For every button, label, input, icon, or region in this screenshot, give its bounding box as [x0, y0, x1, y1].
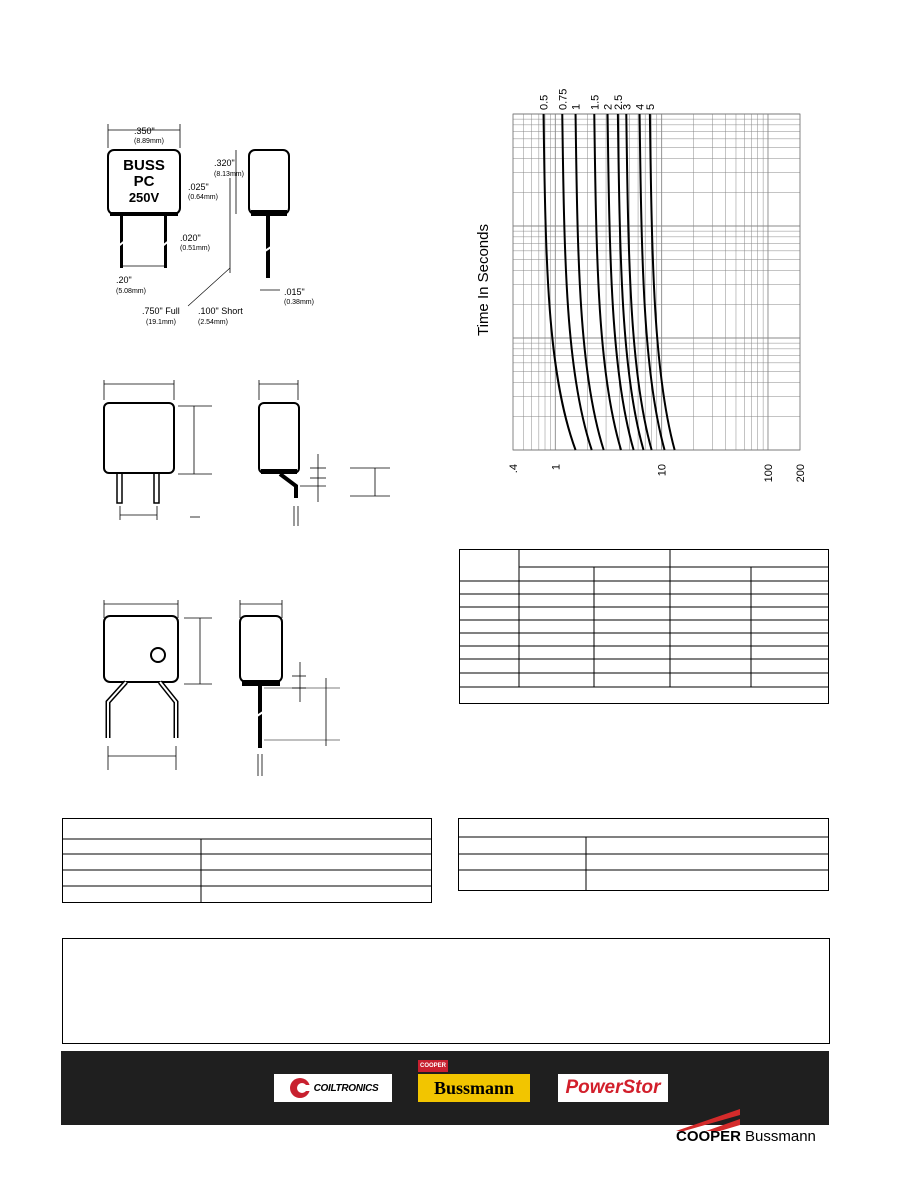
dim-width-mm: (8.89mm) — [134, 138, 164, 145]
dim-thick-in: .015" — [284, 287, 305, 297]
fuse-curve-3 — [626, 114, 651, 450]
body-label-line3: 250V — [128, 190, 160, 205]
fuse-dimension-diagram — [100, 118, 330, 333]
body-label-line2: PC — [133, 173, 155, 190]
series-label: 5 — [644, 103, 657, 110]
dim-thick-mm: (0.38mm) — [284, 299, 314, 306]
dim-short-mm: (2.54mm) — [198, 319, 228, 326]
fuse-curve-4 — [640, 114, 665, 450]
bussmann-text: Bussmann — [745, 1128, 816, 1145]
chart-ylabel: Time In Seconds — [475, 224, 492, 336]
spec-table-grid — [459, 549, 830, 705]
x-tick-label: .4 — [508, 464, 520, 474]
coiltronics-mark-icon — [288, 1076, 314, 1100]
series-label: 1.5 — [589, 94, 602, 110]
dim-width-in: .350" — [134, 126, 155, 136]
plot-frame — [513, 114, 800, 450]
series-label: 0.5 — [538, 94, 551, 110]
series-label: 2 — [602, 103, 615, 110]
dim-leadw-mm: (0.51mm) — [180, 245, 210, 252]
dim-spacing-mm: (5.08mm) — [116, 288, 146, 295]
dim-spacing-in: .20" — [116, 275, 132, 285]
x-tick-label: 1 — [550, 464, 563, 471]
dim-full-mm: (19.1mm) — [146, 319, 176, 326]
body-label-line1: BUSS — [123, 157, 165, 174]
dim-standoff-mm: (0.64mm) — [188, 194, 218, 201]
dim-short-in: .100" Short — [198, 306, 243, 316]
series-label: 0.75 — [557, 88, 570, 110]
ordering-table-left — [62, 818, 433, 904]
x-tick-label: 200 — [795, 464, 807, 483]
bussmann-cooper-tag: COOPER — [418, 1060, 448, 1072]
dim-leadw-in: .020" — [180, 233, 201, 243]
fuse-straight-lead-diagram — [100, 378, 395, 528]
cooper-bussmann-wordmark — [676, 1128, 836, 1148]
notes-box — [62, 938, 830, 1044]
ordering-table-right — [458, 818, 830, 892]
bussmann-logo: Bussmann — [418, 1074, 530, 1102]
time-current-chart — [500, 86, 820, 486]
series-label: 2.5 — [612, 94, 625, 110]
fuse-bent-lead-diagram — [96, 598, 346, 778]
fuse-curve-0.5 — [544, 114, 576, 450]
dim-standoff-in: .025" — [188, 182, 209, 192]
series-label: 3 — [621, 103, 634, 110]
powerstor-logo: PowerStor — [558, 1074, 668, 1102]
cooper-text: COOPER — [676, 1128, 742, 1145]
series-label: 1 — [570, 103, 583, 110]
series-label: 4 — [634, 103, 647, 110]
dim-height-mm: (8.13mm) — [214, 171, 244, 178]
dim-full-in: .750" Full — [142, 306, 180, 316]
x-tick-label: 10 — [656, 464, 669, 477]
dim-height-in: .320" — [214, 158, 235, 168]
x-tick-label: 100 — [762, 464, 775, 483]
coiltronics-logo: COILTRONICS — [274, 1074, 392, 1102]
